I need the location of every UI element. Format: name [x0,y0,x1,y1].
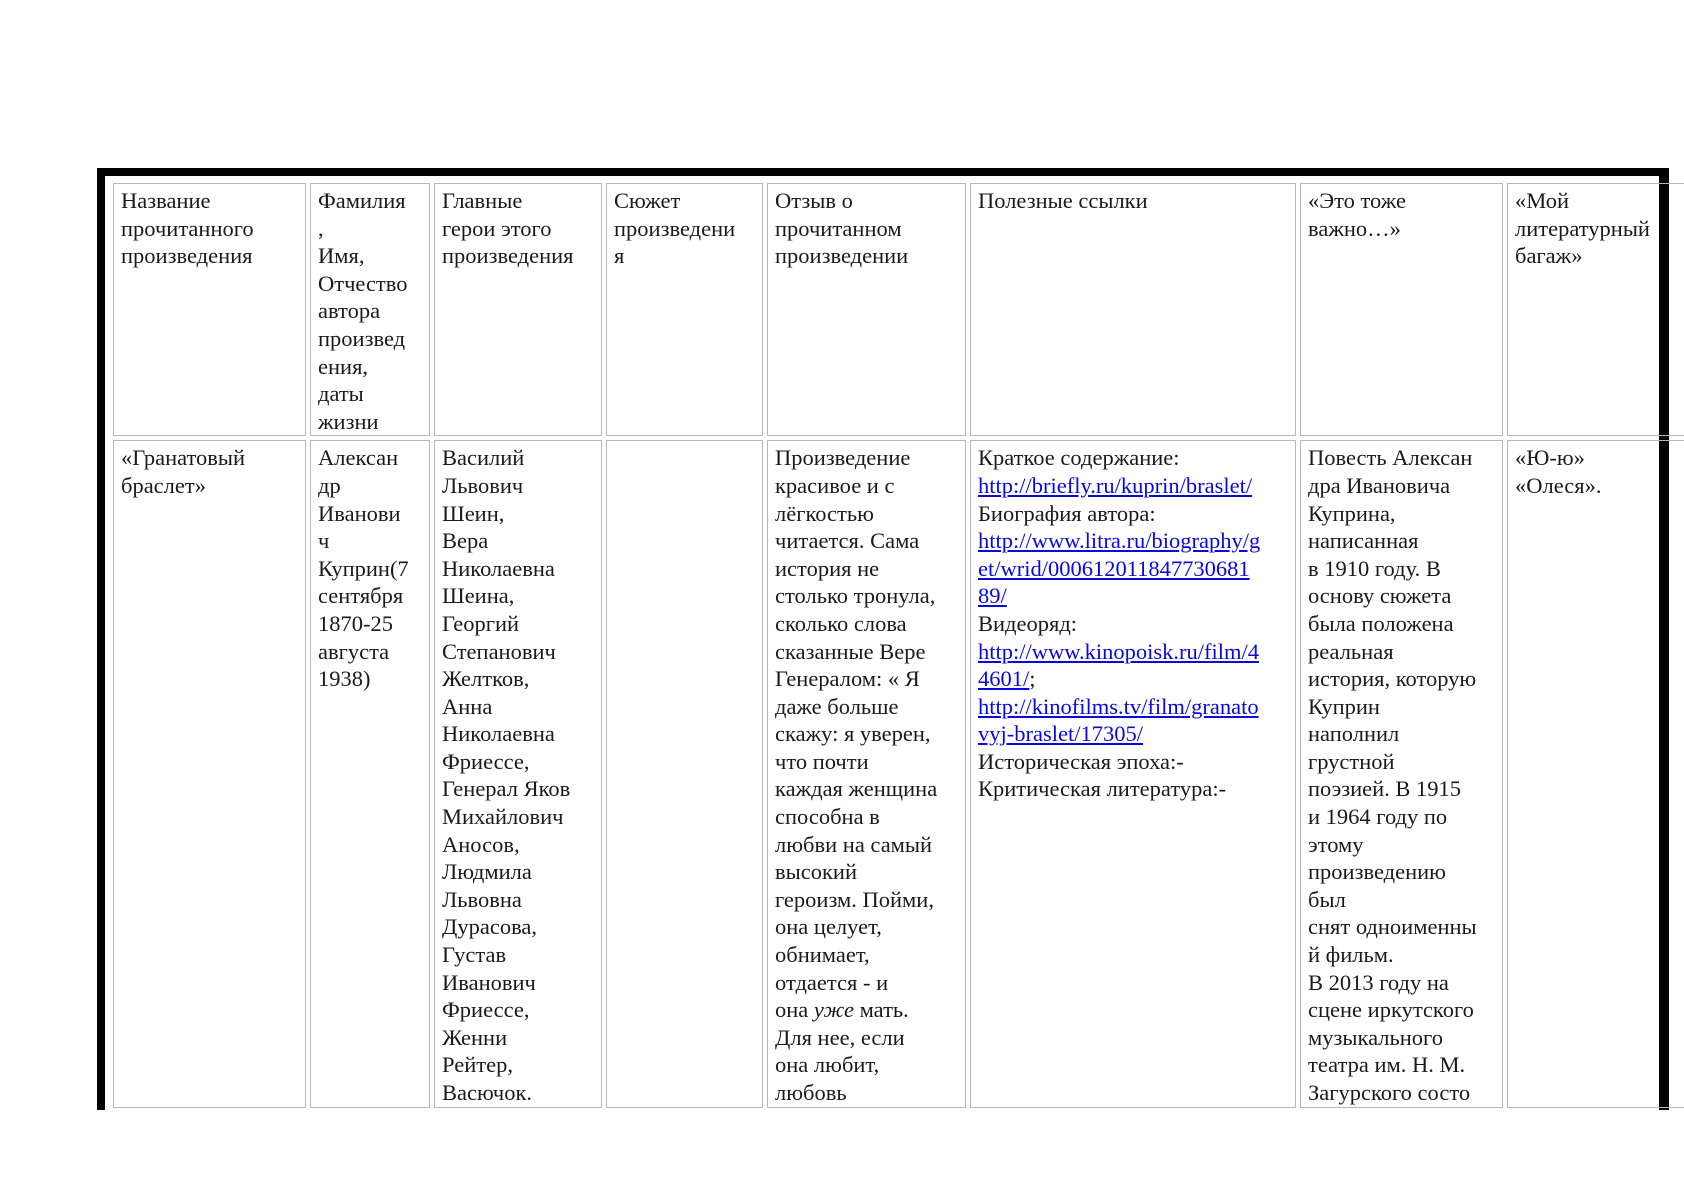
text-line: Главные [442,188,523,213]
text-line: история не [775,555,880,581]
link-fragment[interactable]: et/wrid/000612011847730681 [978,555,1250,581]
text-line: автора [318,298,381,324]
text-line: снят одноименны [1308,914,1477,940]
text-line: я [614,243,625,269]
text-line: Степанович [442,638,556,664]
text-line: даже больше [775,693,899,719]
text-line: жизни [318,408,379,434]
header-cell-title [113,183,306,436]
text-line: Фриессе, [442,997,530,1023]
link-fragment[interactable]: 89/ [978,583,1007,609]
text-line: Куприн [1308,693,1380,719]
video-link-kinopoisk[interactable] [978,638,1287,693]
text-line: Николаевна [442,555,555,581]
text-line: Аносов, [442,831,520,857]
text-line: этому [1308,831,1364,857]
review-text-after [775,1024,957,1107]
text-line: произведения [442,243,574,269]
link-line [978,527,1287,555]
header-cell-baggage [1507,183,1684,436]
cell-baggage [1507,440,1684,1107]
text-line: способна в [775,804,880,830]
text-line: Полезные ссылки [978,188,1148,213]
text-line: браслет» [121,472,206,498]
text-line: Фамилия [318,188,406,213]
text-line: «Мой [1515,188,1569,213]
text-line: высокий [775,859,857,885]
header-cell-plot [606,183,763,436]
text-line: «Это тоже [1308,188,1406,213]
text-line: Название [121,188,211,213]
historical-era: Историческая эпоха:- [978,748,1184,774]
text-line: прочитанном [775,215,902,241]
text-line: Сюжет [614,188,681,213]
table-row [113,440,1684,1107]
video-link-kinofilms[interactable] [978,693,1287,748]
header-cell-links [970,183,1296,436]
text-line: Для нее, если [775,1024,905,1050]
text-line: Куприна, [1308,500,1396,526]
text-line: столько тронула, [775,583,936,609]
link-fragment[interactable]: http://www.kinopoisk.ru/film/4 [978,638,1260,664]
text-line: Дурасова, [442,914,538,940]
text-line: произвед [318,325,406,351]
text-line: Отзыв о [775,188,853,213]
link-line [978,693,1287,721]
video-label: Видеоряд: [978,610,1078,636]
text-line: она целует, [775,914,882,940]
text-line: она любит, [775,1052,880,1078]
text-line: Куприн(7 [318,555,409,581]
bio-link[interactable] [978,527,1287,610]
text-line: красивое и с [775,472,895,498]
text-line: «Ю-ю» [1515,445,1585,471]
text-line: важно…» [1308,215,1401,241]
text-line: отдается - и [775,969,889,995]
text-line: грустной [1308,748,1395,774]
review-emphasis-line: она уже мать. [775,997,909,1023]
text-line: Шеин, [442,500,505,526]
text-line: Густав [442,942,507,968]
text-line: сцене иркутского [1308,997,1474,1023]
text-line: Анна [442,693,493,719]
cell-author [310,440,430,1107]
text-line: Имя, [318,243,365,269]
text-line: Михайлович [442,804,564,830]
text-line: «Гранатовый [121,445,246,471]
text-line: 1938) [318,666,371,692]
header-cell-heroes [434,183,602,436]
text-line: что почти [775,748,869,774]
text-line: дра Ивановича [1308,472,1451,498]
text-line: ч [318,528,330,554]
text-line: реальная [1308,638,1394,664]
text-line: история, которую [1308,666,1477,692]
text-line: героизм. Пойми, [775,886,934,912]
cell-review [767,440,966,1107]
text-line: произведени [614,215,736,241]
text-line: й фильм. [1308,942,1394,968]
text-line: Людмила [442,859,532,885]
text-line: Загурского состо [1308,1080,1471,1105]
text-line: «Олеся». [1515,472,1602,498]
link-suffix: ; [1029,666,1036,692]
text-line: литературный [1515,215,1650,241]
header-cell-important [1300,183,1503,436]
text-line: Генерал Яков [442,776,571,802]
cell-important [1300,440,1503,1107]
text-line: августа [318,638,390,664]
link-line [978,638,1287,666]
text-line: сказанные Вере [775,638,926,664]
cell-plot [606,440,763,1107]
cell-book-title [113,440,306,1107]
text-line: любви на самый [775,831,933,857]
text-line: даты [318,381,364,407]
text-line: В 2013 году на [1308,969,1449,995]
bio-label: Биография автора: [978,500,1156,526]
text-line: каждая женщина [775,776,938,802]
header-row [113,183,1684,436]
text-line: Генералом: « Я [775,666,920,692]
text-line: герои этого [442,215,552,241]
cell-heroes [434,440,602,1107]
header-cell-review [767,183,966,436]
link-fragment[interactable]: vyj-braslet/17305/ [978,721,1143,747]
text-line: Желтков, [442,666,530,692]
summary-label: Краткое содержание: [978,445,1180,471]
text-line: ения, [318,353,369,379]
text-line: скажу: я уверен, [775,721,931,747]
text-line: сколько слова [775,610,907,636]
text-line: читается. Сама [775,528,920,554]
text-line: была положена [1308,610,1454,636]
link-line [978,582,1287,610]
link-fragment[interactable]: http://www.litra.ru/biography/g [978,528,1261,554]
text-line: в 1910 году. В [1308,555,1441,581]
text-line: Алексан [318,445,399,471]
text-line: произведению [1308,859,1446,885]
text-line: др [318,472,341,498]
text-line: основу сюжета [1308,583,1452,609]
text-line: лёгкостью [775,500,874,526]
text-line: Львович [442,472,524,498]
link-line [978,720,1287,748]
link-line [978,665,1287,693]
text-line: был [1308,886,1346,912]
text-line: Отчество [318,270,408,296]
link-fragment[interactable]: 4601/ [978,666,1030,692]
text-line: и 1964 году по [1308,804,1448,830]
text-line: прочитанного [121,215,254,241]
table-frame [97,168,1669,1110]
header-cell-author [310,183,430,436]
text-line: Иванович [442,969,536,995]
text-line: Женни [442,1024,508,1050]
text-line: Васючок. [442,1080,533,1105]
link-line [978,555,1287,583]
text-line: , [318,215,324,241]
text-line: обнимает, [775,942,870,968]
text-line: Василий [442,445,525,471]
text-line: багаж» [1515,243,1583,269]
reading-journal-table [109,179,1684,1112]
text-line: сентября [318,583,404,609]
summary-link[interactable]: http://briefly.ru/kuprin/braslet/ [978,472,1253,498]
link-fragment[interactable]: http://kinofilms.tv/film/granato [978,693,1259,719]
cell-links [970,440,1296,1107]
text-line: Львовна [442,886,522,912]
text-line: Иванови [318,500,401,526]
text-line: Рейтер, [442,1052,513,1078]
text-line: произведении [775,243,909,269]
text-line: Шеина, [442,583,515,609]
critical-literature: Критическая литература:- [978,776,1227,802]
text-line: произведения [121,243,253,269]
text-line: театра им. Н. М. [1308,1052,1466,1078]
text-line: написанная [1308,528,1419,554]
text-line: Николаевна [442,721,555,747]
text-line: наполнил [1308,721,1400,747]
text-line: 1870-25 [318,610,393,636]
text-line: музыкального [1308,1024,1443,1050]
text-line: Повесть Алексан [1308,445,1473,471]
text-line: Георгий [442,610,520,636]
text-line: Фриессе, [442,748,530,774]
text-line: любовь [775,1080,847,1105]
text-line: Произведение [775,445,911,471]
text-line: Вера [442,528,489,554]
review-text-before [775,444,957,996]
text-line: поэзией. В 1915 [1308,776,1462,802]
